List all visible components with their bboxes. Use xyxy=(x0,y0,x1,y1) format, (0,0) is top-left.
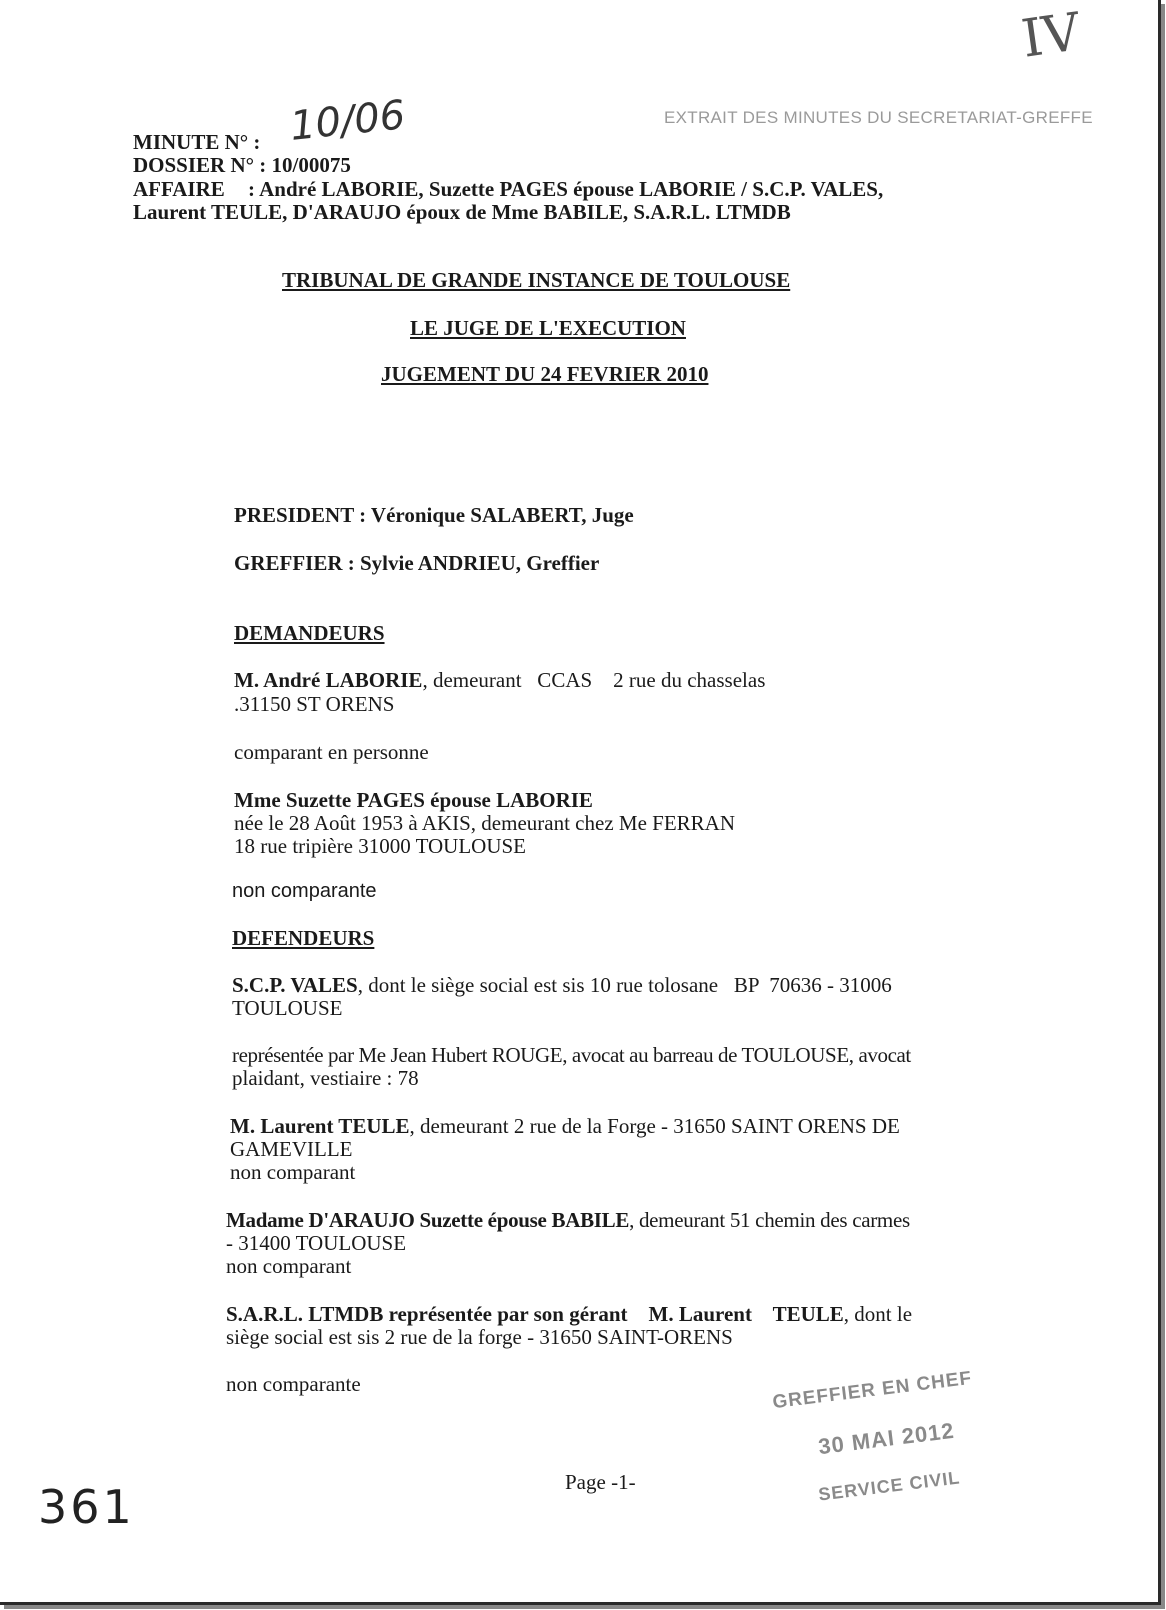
defendeur-2-address: , demeurant 2 rue de la Forge - 31650 SAINT ORENS DE xyxy=(409,1114,900,1138)
demandeurs-heading: DEMANDEURS xyxy=(234,621,385,645)
defendeur-2-line-1 xyxy=(230,1114,900,1139)
demandeur-1-address: , demeurant CCAS 2 rue du chasselas xyxy=(422,668,766,692)
dossier-line xyxy=(133,153,351,178)
extract-stamp: EXTRAIT DES MINUTES DU SECRETARIAT-GREFFE xyxy=(664,108,1093,127)
defendeur-1-representation-1: représentée par Me Jean Hubert ROUGE, avocat au barreau de TOULOUSE, avocat xyxy=(232,1043,911,1067)
handwritten-page-count: 361 xyxy=(38,1480,135,1534)
defendeur-1-name: S.C.P. VALES xyxy=(232,973,358,997)
demandeur-1-address-line-1 xyxy=(234,668,765,693)
defendeur-1-line-2: TOULOUSE xyxy=(232,996,343,1020)
defendeur-2-status: non comparant xyxy=(230,1160,356,1184)
minute-handwritten-number: 10/06 xyxy=(287,92,408,150)
defendeur-4-line-1 xyxy=(226,1302,912,1327)
defendeur-3-status: non comparant xyxy=(226,1254,352,1278)
demandeur-1-address-line-2: .31150 ST ORENS xyxy=(234,692,395,716)
defendeur-1-line-1 xyxy=(232,973,892,998)
president-line: PRESIDENT : Véronique SALABERT, Juge xyxy=(234,503,634,527)
demandeur-2-line-2: 18 rue tripière 31000 TOULOUSE xyxy=(234,834,527,858)
defendeur-4-name: S.A.R.L. LTMDB représentée par son gérant M. Laurent TEULE xyxy=(226,1302,844,1326)
affaire-label: AFFAIRE xyxy=(133,177,225,201)
greffier-stamp-date: 30 MAI 2012 xyxy=(816,1417,956,1460)
defendeurs-heading: DEFENDEURS xyxy=(232,926,375,950)
demandeur-2-name: Mme Suzette PAGES épouse LABORIE xyxy=(234,788,593,812)
defendeur-4-status: non comparante xyxy=(226,1372,361,1396)
affaire-line-2: Laurent TEULE, D'ARAUJO époux de Mme BABILE, S.A.R.L. LTMDB xyxy=(133,200,791,224)
greffier-stamp-line-3: SERVICE CIVIL xyxy=(817,1467,962,1505)
defendeur-1-address: , dont le siège social est sis 10 rue tolosane BP 70636 - 31006 xyxy=(357,973,892,997)
defendeur-4-line-2: siège social est sis 2 rue de la forge - 31650 SAINT-ORENS xyxy=(226,1325,733,1349)
defendeur-3-address: , demeurant 51 chemin des carmes xyxy=(629,1208,910,1232)
affaire-line-1 xyxy=(133,177,883,202)
defendeur-4-address-start: , dont le xyxy=(843,1302,913,1326)
demandeur-2-status: non comparante xyxy=(232,880,377,902)
affaire-parties-1: : André LABORIE, Suzette PAGES épouse LABORIE / S.C.P. VALES, xyxy=(248,177,884,201)
defendeur-3-line-1 xyxy=(226,1208,910,1233)
defendeur-3-line-2: - 31400 TOULOUSE xyxy=(226,1231,407,1255)
defendeur-2-name: M. Laurent TEULE xyxy=(230,1114,410,1138)
jugement-date-title: JUGEMENT DU 24 FEVRIER 2010 xyxy=(381,362,709,386)
minute-label: MINUTE N° : xyxy=(133,130,261,154)
page-number: Page -1- xyxy=(565,1470,636,1494)
demandeur-2-line-1: née le 28 Août 1953 à AKIS, demeurant chez Me FERRAN xyxy=(234,811,735,835)
demandeur-1-name: M. André LABORIE xyxy=(234,668,423,692)
defendeur-3-name: Madame D'ARAUJO Suzette épouse BABILE xyxy=(226,1208,630,1232)
demandeur-1-status: comparant en personne xyxy=(234,740,429,764)
greffier-line: GREFFIER : Sylvie ANDRIEU, Greffier xyxy=(234,551,600,575)
juge-title: LE JUGE DE L'EXECUTION xyxy=(410,316,686,340)
defendeur-1-representation-2: plaidant, vestiaire : 78 xyxy=(232,1066,419,1090)
dossier-number: 10/00075 xyxy=(271,153,351,177)
greffier-stamp-line-1: GREFFIER EN CHEF xyxy=(771,1367,974,1414)
dossier-label: DOSSIER N° : xyxy=(133,153,267,177)
defendeur-2-line-2: GAMEVILLE xyxy=(230,1137,353,1161)
corner-handwritten-mark: IV xyxy=(1018,2,1084,70)
tribunal-title: TRIBUNAL DE GRANDE INSTANCE DE TOULOUSE xyxy=(282,268,791,292)
